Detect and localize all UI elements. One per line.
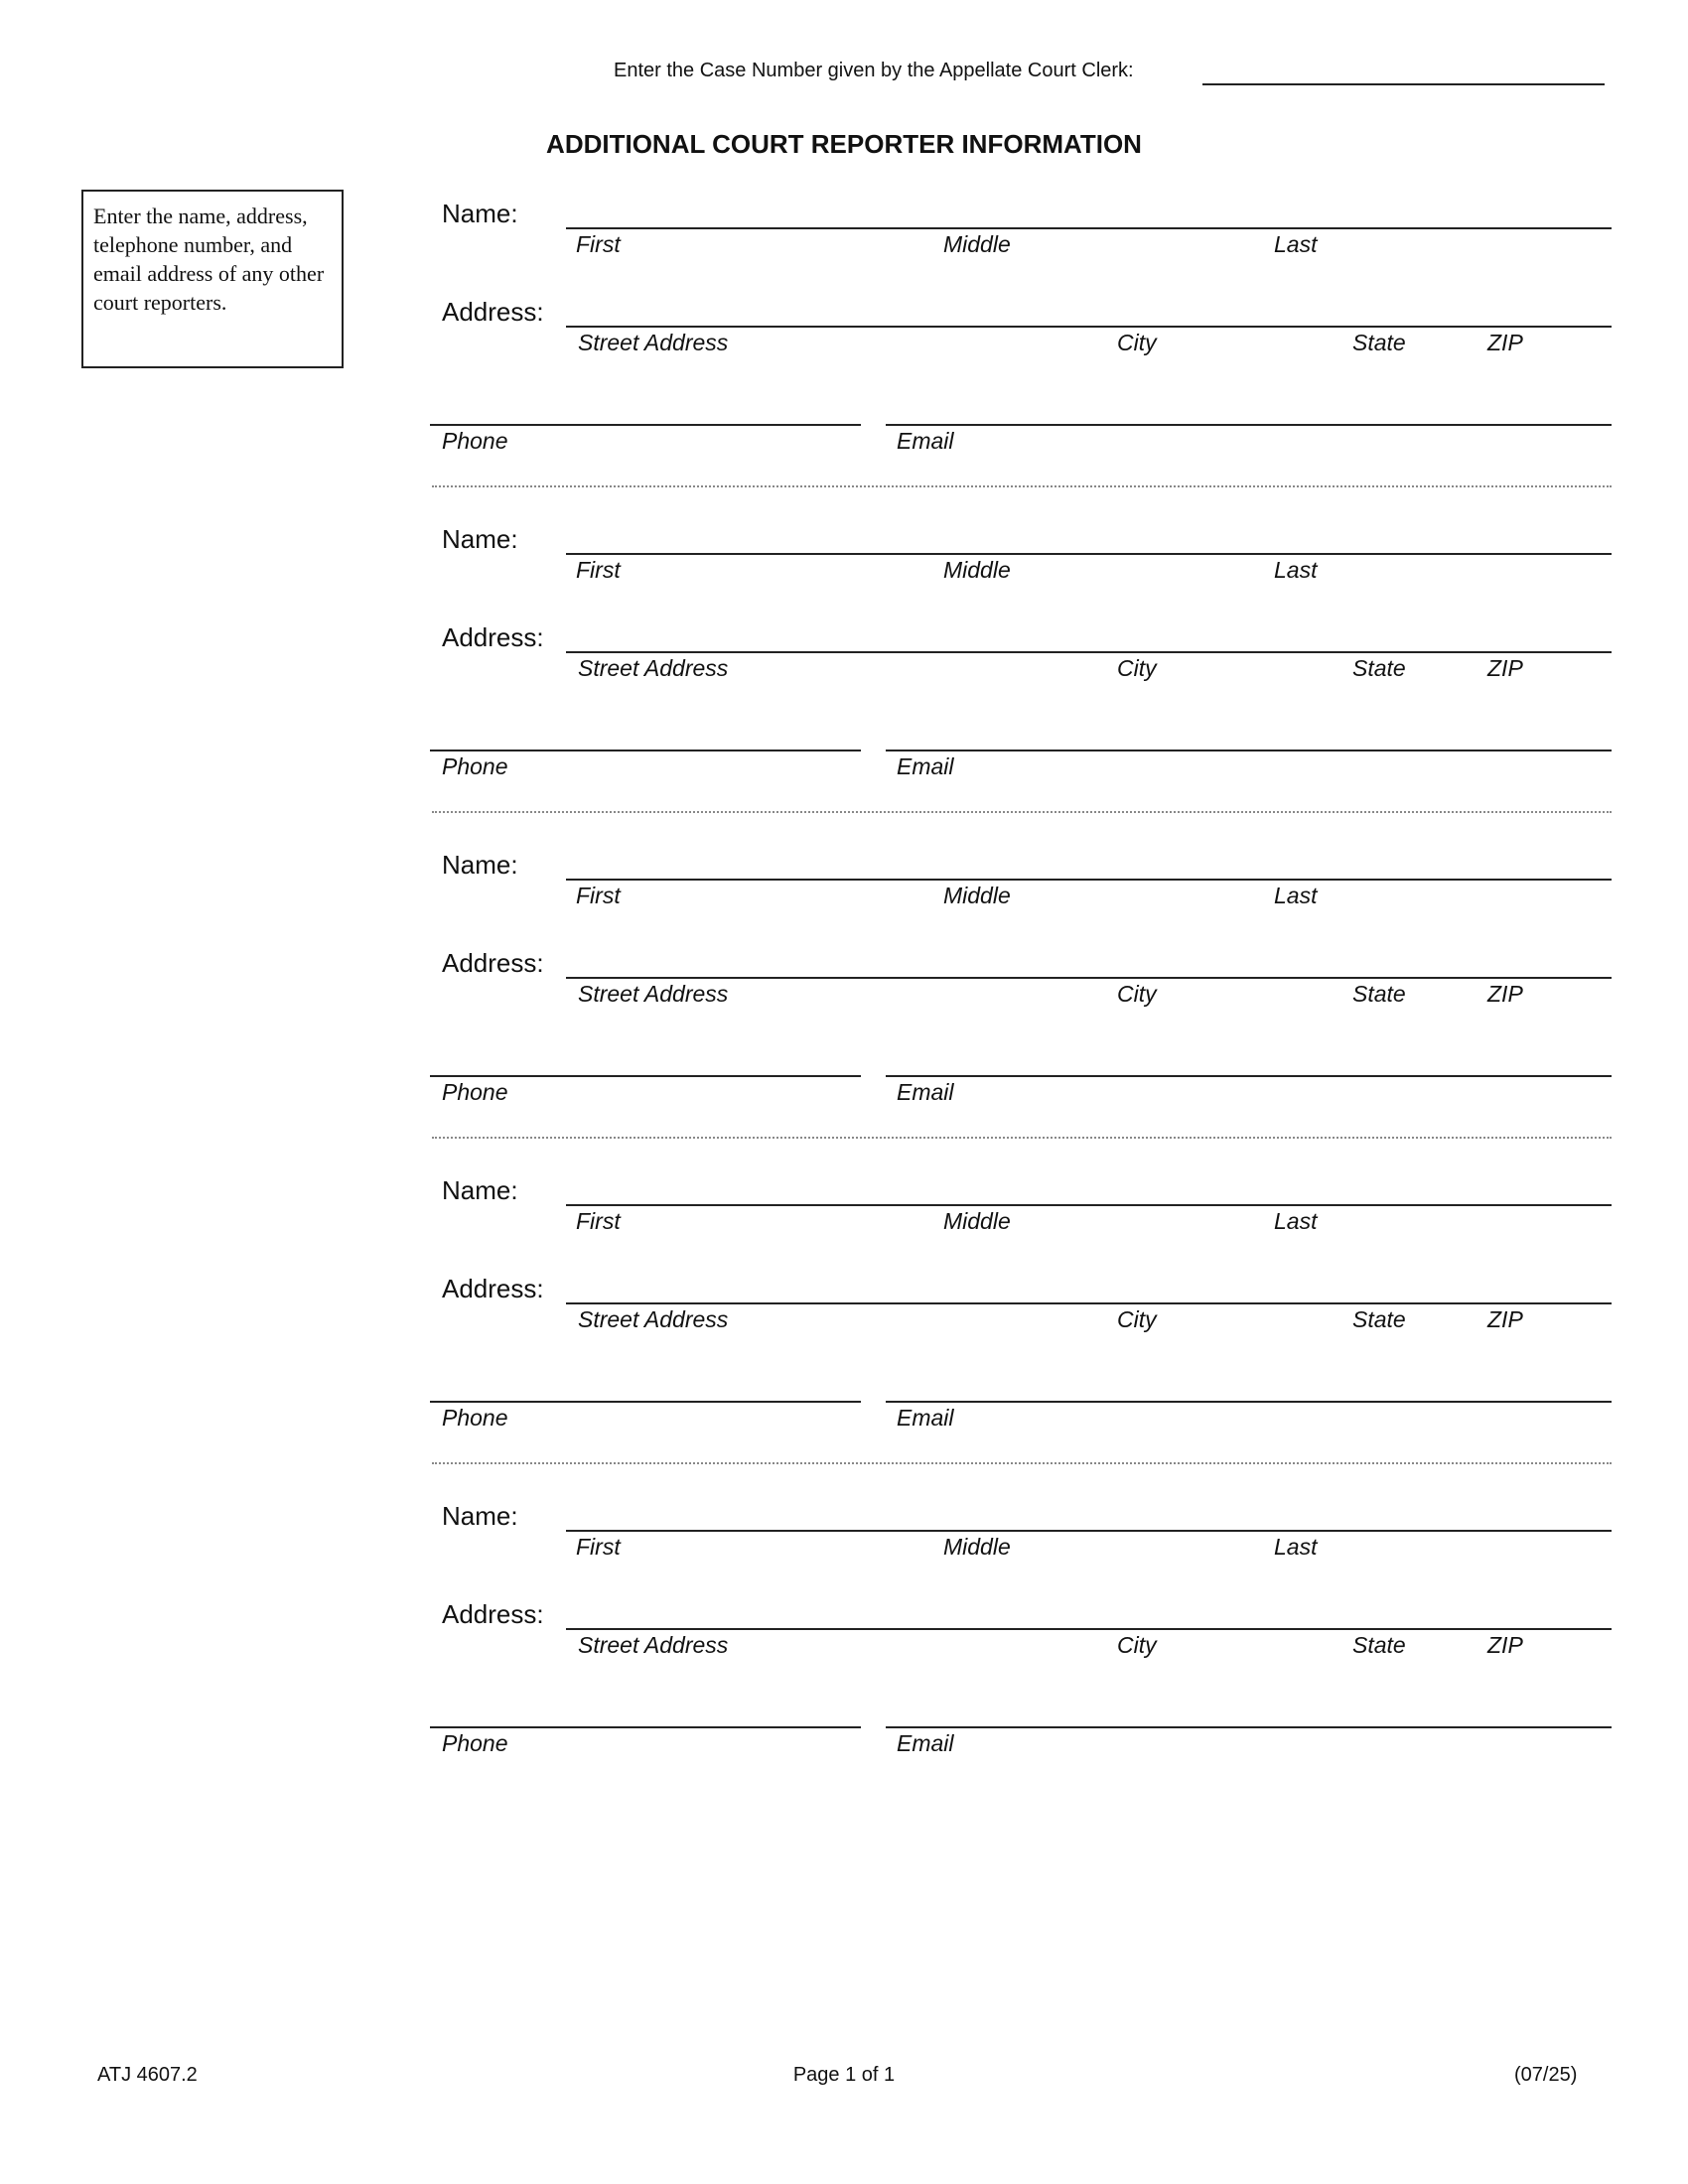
reporter-section-4 xyxy=(0,977,1688,1431)
phone-sublabel: Phone xyxy=(442,428,508,454)
name-input[interactable] xyxy=(570,198,1616,225)
address-line xyxy=(566,1628,1612,1630)
first-sublabel: First xyxy=(576,231,621,257)
name-label: Name: xyxy=(442,850,518,880)
city-sublabel: City xyxy=(1117,1632,1157,1658)
name-label: Name: xyxy=(442,199,518,228)
address-label: Address: xyxy=(442,622,544,652)
phone-line xyxy=(430,1726,861,1728)
first-sublabel: First xyxy=(576,1208,621,1234)
email-sublabel: Email xyxy=(897,1730,954,1756)
email-sublabel: Email xyxy=(897,753,954,779)
state-sublabel: State xyxy=(1352,330,1406,355)
address-label: Address: xyxy=(442,1599,544,1629)
state-sublabel: State xyxy=(1352,655,1406,681)
name-input[interactable] xyxy=(570,1174,1616,1202)
name-input[interactable] xyxy=(570,849,1616,877)
phone-sublabel: Phone xyxy=(442,1405,508,1431)
reporter-section-2 xyxy=(0,326,1688,779)
page-title: ADDITIONAL COURT REPORTER INFORMATION xyxy=(546,129,1142,159)
instruction-box: Enter the name, address, telephone number, and email address of any other court reporters. xyxy=(81,190,344,368)
last-sublabel: Last xyxy=(1274,883,1318,908)
zip-sublabel: ZIP xyxy=(1487,330,1523,355)
name-line xyxy=(566,553,1612,555)
form-id: ATJ 4607.2 xyxy=(97,2064,198,2086)
name-label: Name: xyxy=(442,1501,518,1531)
state-sublabel: State xyxy=(1352,1306,1406,1332)
city-sublabel: City xyxy=(1117,981,1157,1007)
zip-sublabel: ZIP xyxy=(1487,981,1523,1007)
email-sublabel: Email xyxy=(897,428,954,454)
middle-sublabel: Middle xyxy=(943,1534,1011,1560)
email-sublabel: Email xyxy=(897,1405,954,1431)
address-input[interactable] xyxy=(570,1273,1616,1300)
name-label: Name: xyxy=(442,1175,518,1205)
middle-sublabel: Middle xyxy=(943,231,1011,257)
address-input[interactable] xyxy=(570,621,1616,649)
email-input[interactable] xyxy=(890,1697,1616,1724)
zip-sublabel: ZIP xyxy=(1487,1632,1523,1658)
page-number: Page 1 of 1 xyxy=(792,2064,896,2086)
last-sublabel: Last xyxy=(1274,557,1318,583)
phone-sublabel: Phone xyxy=(442,1079,508,1105)
reporter-section-1 xyxy=(0,0,1688,454)
city-sublabel: City xyxy=(1117,330,1157,355)
first-sublabel: First xyxy=(576,1534,621,1560)
address-label: Address: xyxy=(442,1274,544,1303)
zip-sublabel: ZIP xyxy=(1487,1306,1523,1332)
street-sublabel: Street Address xyxy=(578,1306,729,1332)
address-label: Address: xyxy=(442,948,544,978)
last-sublabel: Last xyxy=(1274,1208,1318,1234)
first-sublabel: First xyxy=(576,557,621,583)
street-sublabel: Street Address xyxy=(578,981,729,1007)
state-sublabel: State xyxy=(1352,981,1406,1007)
address-input[interactable] xyxy=(570,947,1616,975)
phone-input[interactable] xyxy=(434,1697,865,1724)
middle-sublabel: Middle xyxy=(943,1208,1011,1234)
street-sublabel: Street Address xyxy=(578,330,729,355)
reporter-section-5 xyxy=(0,1302,1688,1756)
name-label: Name: xyxy=(442,524,518,554)
name-line xyxy=(566,1530,1612,1532)
first-sublabel: First xyxy=(576,883,621,908)
name-line xyxy=(566,1204,1612,1206)
address-input[interactable] xyxy=(570,1598,1616,1626)
name-line xyxy=(566,227,1612,229)
city-sublabel: City xyxy=(1117,655,1157,681)
reporter-section-3 xyxy=(0,651,1688,1105)
name-line xyxy=(566,879,1612,881)
name-input[interactable] xyxy=(570,523,1616,551)
street-sublabel: Street Address xyxy=(578,1632,729,1658)
address-label: Address: xyxy=(442,297,544,327)
state-sublabel: State xyxy=(1352,1632,1406,1658)
zip-sublabel: ZIP xyxy=(1487,655,1523,681)
phone-sublabel: Phone xyxy=(442,1730,508,1756)
last-sublabel: Last xyxy=(1274,1534,1318,1560)
name-input[interactable] xyxy=(570,1500,1616,1528)
last-sublabel: Last xyxy=(1274,231,1318,257)
case-number-label: Enter the Case Number given by the Appellate Court Clerk: xyxy=(614,60,1134,81)
middle-sublabel: Middle xyxy=(943,883,1011,908)
revision-date: (07/25) xyxy=(1514,2064,1578,2086)
email-sublabel: Email xyxy=(897,1079,954,1105)
street-sublabel: Street Address xyxy=(578,655,729,681)
middle-sublabel: Middle xyxy=(943,557,1011,583)
phone-sublabel: Phone xyxy=(442,753,508,779)
email-line xyxy=(886,1726,1612,1728)
address-input[interactable] xyxy=(570,296,1616,324)
city-sublabel: City xyxy=(1117,1306,1157,1332)
